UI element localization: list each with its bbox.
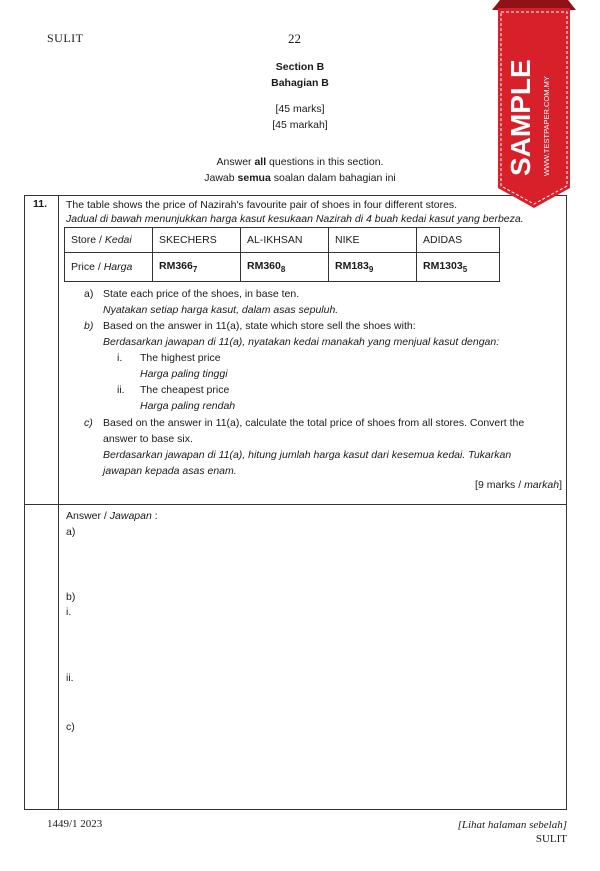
question-number-divider — [58, 195, 59, 810]
instr-ms-post: soalan dalam bahagian ini — [270, 172, 396, 184]
part-b-i-label: i. — [117, 352, 123, 364]
question-number: 11. — [33, 198, 48, 210]
answer-label-colon: : — [151, 510, 158, 522]
part-b-ms: Berdasarkan jawapan di 11(a), nyatakan kedai manakah yang menjual kasut dengan: — [103, 336, 500, 348]
table-cell-nike: NIKE — [329, 228, 417, 253]
price-table — [64, 227, 500, 282]
answer-part-c: c) — [66, 721, 75, 733]
price-label-en: Price / — [71, 261, 104, 273]
footer-sulit: SULIT — [535, 833, 567, 845]
price-nike — [329, 253, 417, 282]
store-label-ms: Kedai — [104, 234, 132, 246]
part-b-en: Based on the answer in 11(a), state which store sell the shoes with: — [103, 320, 416, 332]
header-sulit: SULIT — [47, 31, 84, 45]
price-value: RM366 — [159, 259, 193, 272]
table-header-row — [65, 228, 500, 253]
part-c-ms-2: jawapan kepada asas enam. — [103, 465, 237, 477]
footer-paper-code: 1449/1 2023 — [47, 818, 103, 830]
table-cell-adidas: ADIDAS — [417, 228, 500, 253]
answer-part-b: b) — [66, 591, 76, 603]
marks-post: ] — [559, 479, 562, 491]
table-cell-skechers: SKECHERS — [153, 228, 241, 253]
price-al-ikhsan — [241, 253, 329, 282]
ribbon-site: WWW.TESTPAPER.COM.MY — [542, 76, 551, 176]
part-a-ms: Nyatakan setiap harga kasut, dalam asas sepuluh. — [103, 304, 339, 316]
part-c-ms-1: Berdasarkan jawapan di 11(a), hitung jumlah harga kasut dari kesemua kedai. Tukarkan — [103, 449, 512, 461]
answer-label-en: Answer / — [66, 510, 110, 522]
part-a-label: a) — [84, 288, 94, 300]
footer-right — [400, 818, 567, 846]
page-number: 22 — [288, 31, 301, 46]
part-b-ii-en: The cheapest price — [140, 384, 230, 396]
table-cell-al-ikhsan: AL-IKHSAN — [241, 228, 329, 253]
part-b-i-en: The highest price — [140, 352, 221, 364]
instr-ms-bold: semua — [237, 172, 271, 184]
part-c-label: c) — [84, 417, 93, 429]
price-base: 5 — [462, 265, 468, 275]
part-b-ii-ms: Harga paling rendah — [140, 400, 236, 412]
price-value: RM1303 — [423, 259, 463, 272]
part-b-i-ms: Harga paling tinggi — [140, 368, 228, 380]
part-c-en-2: answer to base six. — [103, 433, 193, 445]
part-b-label: b) — [84, 320, 94, 332]
instr-en-post: questions in this section. — [266, 156, 384, 168]
price-base: 8 — [280, 265, 286, 275]
part-b-ii-label: ii. — [117, 384, 125, 396]
marks-pre: [9 marks / — [475, 479, 525, 491]
table-cell-store-label — [65, 228, 153, 253]
ribbon-icon — [492, 0, 576, 208]
ribbon-word: SAMPLE — [505, 59, 536, 176]
price-value: RM360 — [247, 259, 281, 272]
price-base: 7 — [192, 265, 198, 275]
price-adidas — [417, 253, 500, 282]
question-stem-ms: Jadual di bawah menunjukkan harga kasut kesukaan Nazirah di 4 buah kedai kasut yang berbeza. — [66, 213, 524, 225]
table-price-row — [65, 253, 500, 282]
footer-next-page: [Lihat halaman sebelah] — [457, 819, 567, 831]
instr-en-pre: Answer — [216, 156, 255, 168]
instr-ms-pre: Jawab — [204, 172, 238, 184]
section-title-ms: Bahagian B — [271, 77, 329, 89]
sample-ribbon — [492, 0, 576, 208]
answer-part-b-i: i. — [66, 606, 72, 618]
answer-label-ms: Jawapan — [109, 510, 152, 522]
question-marks — [440, 479, 562, 491]
section-marks-ms: [45 markah] — [272, 119, 328, 131]
section-title-en: Section B — [275, 61, 325, 73]
part-c-en-1: Based on the answer in 11(a), calculate the total price of shoes from all stores. Convert the — [103, 417, 525, 429]
price-label-ms: Harga — [103, 261, 133, 273]
price-skechers — [153, 253, 241, 282]
answer-part-b-ii: ii. — [66, 672, 74, 684]
answer-part-a: a) — [66, 526, 76, 538]
price-base: 9 — [368, 265, 374, 275]
part-a-en: State each price of the shoes, in base ten. — [103, 288, 300, 300]
answer-divider — [24, 504, 567, 505]
section-marks-en: [45 marks] — [275, 103, 325, 115]
question-stem-en: The table shows the price of Nazirah's favourite pair of shoes in four different stores. — [66, 199, 458, 211]
price-value: RM183 — [335, 259, 369, 272]
instr-en-bold: all — [254, 156, 267, 168]
marks-it: markah — [524, 479, 560, 491]
answer-label — [66, 510, 158, 522]
store-label-en: Store / — [71, 234, 105, 246]
table-cell-price-label — [65, 253, 153, 282]
